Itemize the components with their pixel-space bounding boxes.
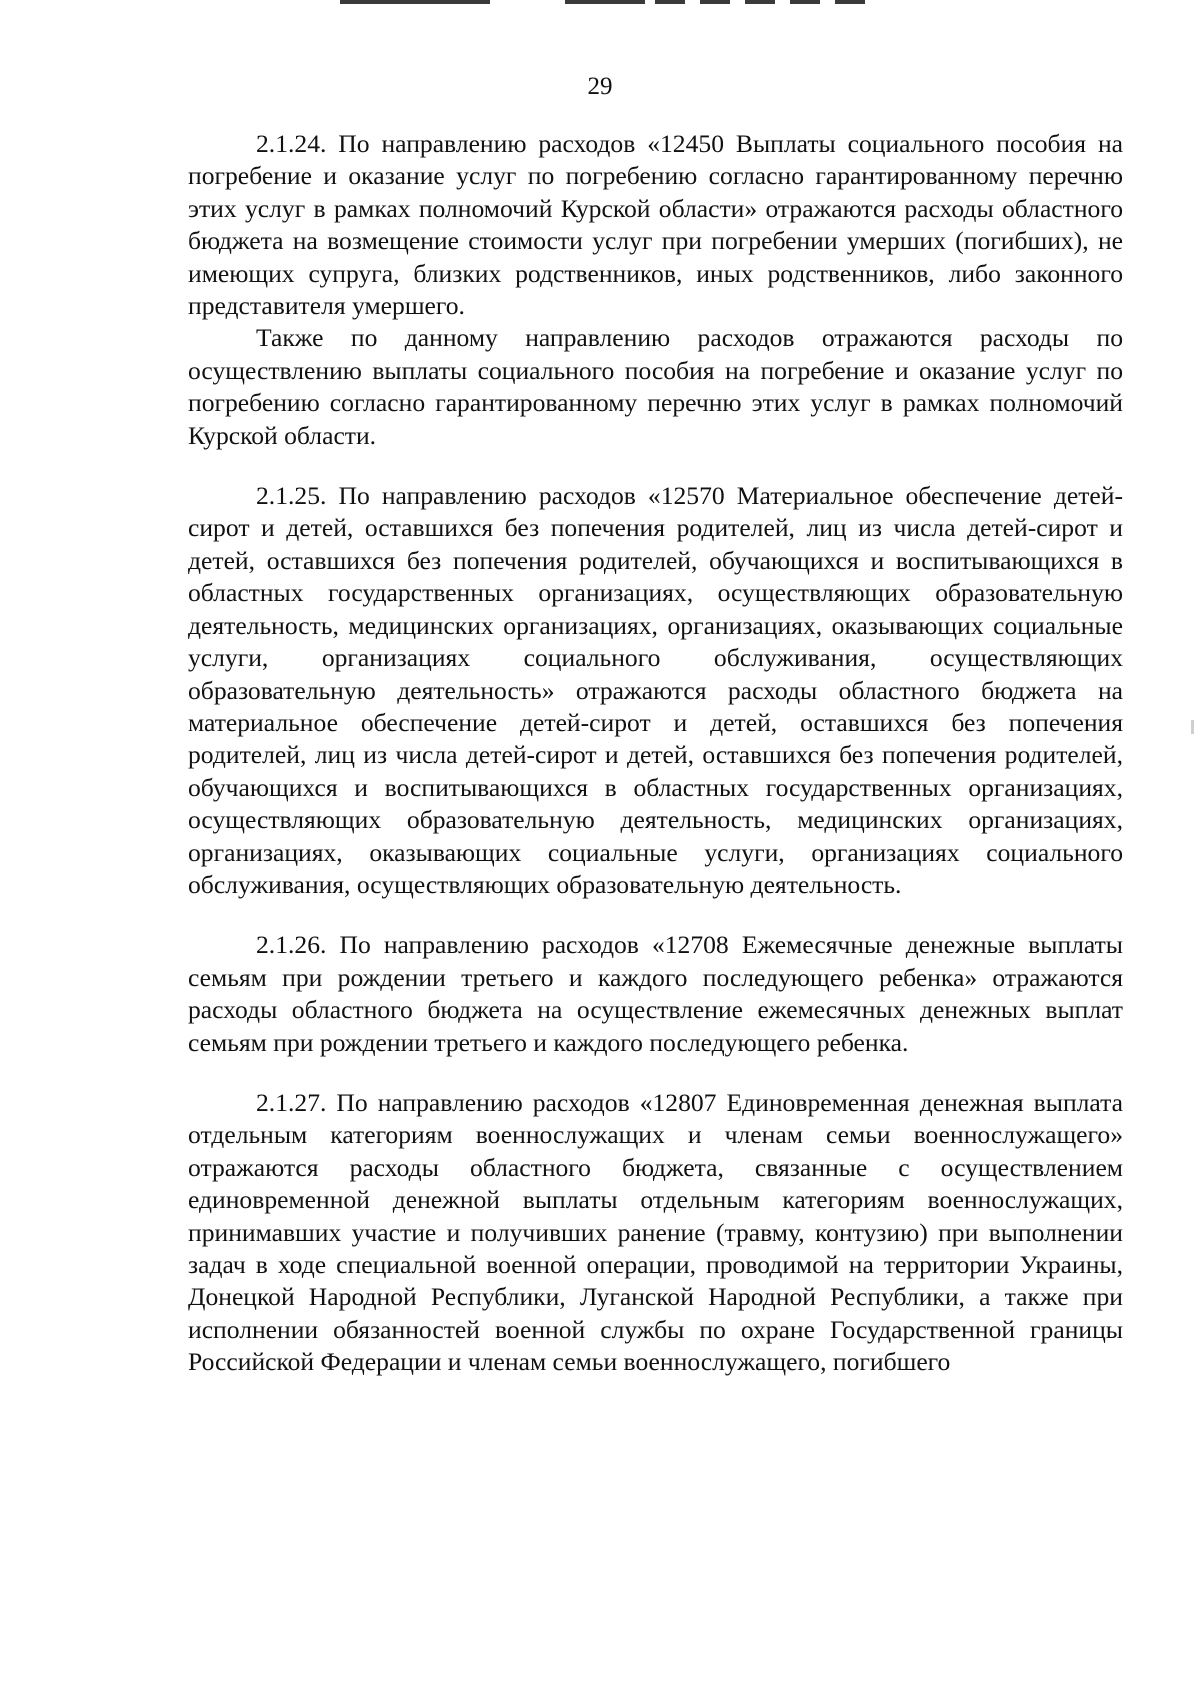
scan-artifact xyxy=(1191,720,1194,734)
paragraph-2-1-25: 2.1.25. По направлению расходов «12570 Материальное обеспечение детей-сирот и детей, оставшихся без попечения родителей, лиц из числа детей-сирот и детей, оставшихся без попечения родителей, обучающихся и воспитывающихся в областных государственных организациях, осуществляющих образовательную деятельность, медицинских организациях, организациях, оказывающих социальные услуги, организациях социального обслуживания, осуществляющих образовательную деятельность» отражаются расходы областного бюджета на материальное обеспечение детей-сирот и детей, оставшихся без попечения родителей, лиц из числа детей-сирот и детей, оставшихся без попечения родителей, обучающихся и воспитывающихся в областных государственных организациях, осуществляющих образовательную деятельность, медицинских организациях, организациях, оказывающих социальные услуги, организациях социального обслуживания, осуществляющих образовательную деятельность. xyxy=(188,481,1123,899)
section-spacer xyxy=(188,901,1123,929)
page-number: 29 xyxy=(587,73,613,100)
paragraph-2-1-26: 2.1.26. По направлению расходов «12708 Ежемесячные денежные выплаты семьям при рождении третьего и каждого последующего ребенка» отражаются расходы областного бюджета на осуществление ежемесячных денежных выплат семьям при рождении третьего и каждого последующего ребенка. xyxy=(188,930,1123,1057)
section-spacer xyxy=(188,452,1123,480)
document-body xyxy=(188,128,1123,1379)
scan-header-marks xyxy=(340,0,880,6)
paragraph-2-1-24: 2.1.24. По направлению расходов «12450 Выплаты социального пособия на погребение и оказание услуг по погребению согласно гарантированному перечню этих услуг в рамках полномочий Курской области» отражаются расходы областного бюджета на возмещение стоимости услуг при погребении умерших (погибших), не имеющих супруга, близких родственников, иных родственников, либо законного представителя умершего. xyxy=(188,129,1123,321)
paragraph-2-1-24-cont: Также по данному направлению расходов отражаются расходы по осуществлению выплаты социального пособия на погребение и оказание услуг по погребению согласно гарантированному перечню этих услуг в рамках полномочий Курской области. xyxy=(188,323,1123,450)
section-spacer xyxy=(188,1059,1123,1087)
paragraph-2-1-27: 2.1.27. По направлению расходов «12807 Единовременная денежная выплата отдельным категориям военнослужащих и членам семьи военнослужащего» отражаются расходы областного бюджета, связанные с осуществлением единовременной денежной выплаты отдельным категориям военнослужащих, принимавших участие и получивших ранение (травму, контузию) при выполнении задач в ходе специальной военной операции, проводимой на территории Украины, Донецкой Народной Республики, Луганской Народной Республики, а также при исполнении обязанностей военной службы по охране Государственной границы Российской Федерации и членам семьи военнослужащего, погибшего xyxy=(188,1087,1123,1377)
